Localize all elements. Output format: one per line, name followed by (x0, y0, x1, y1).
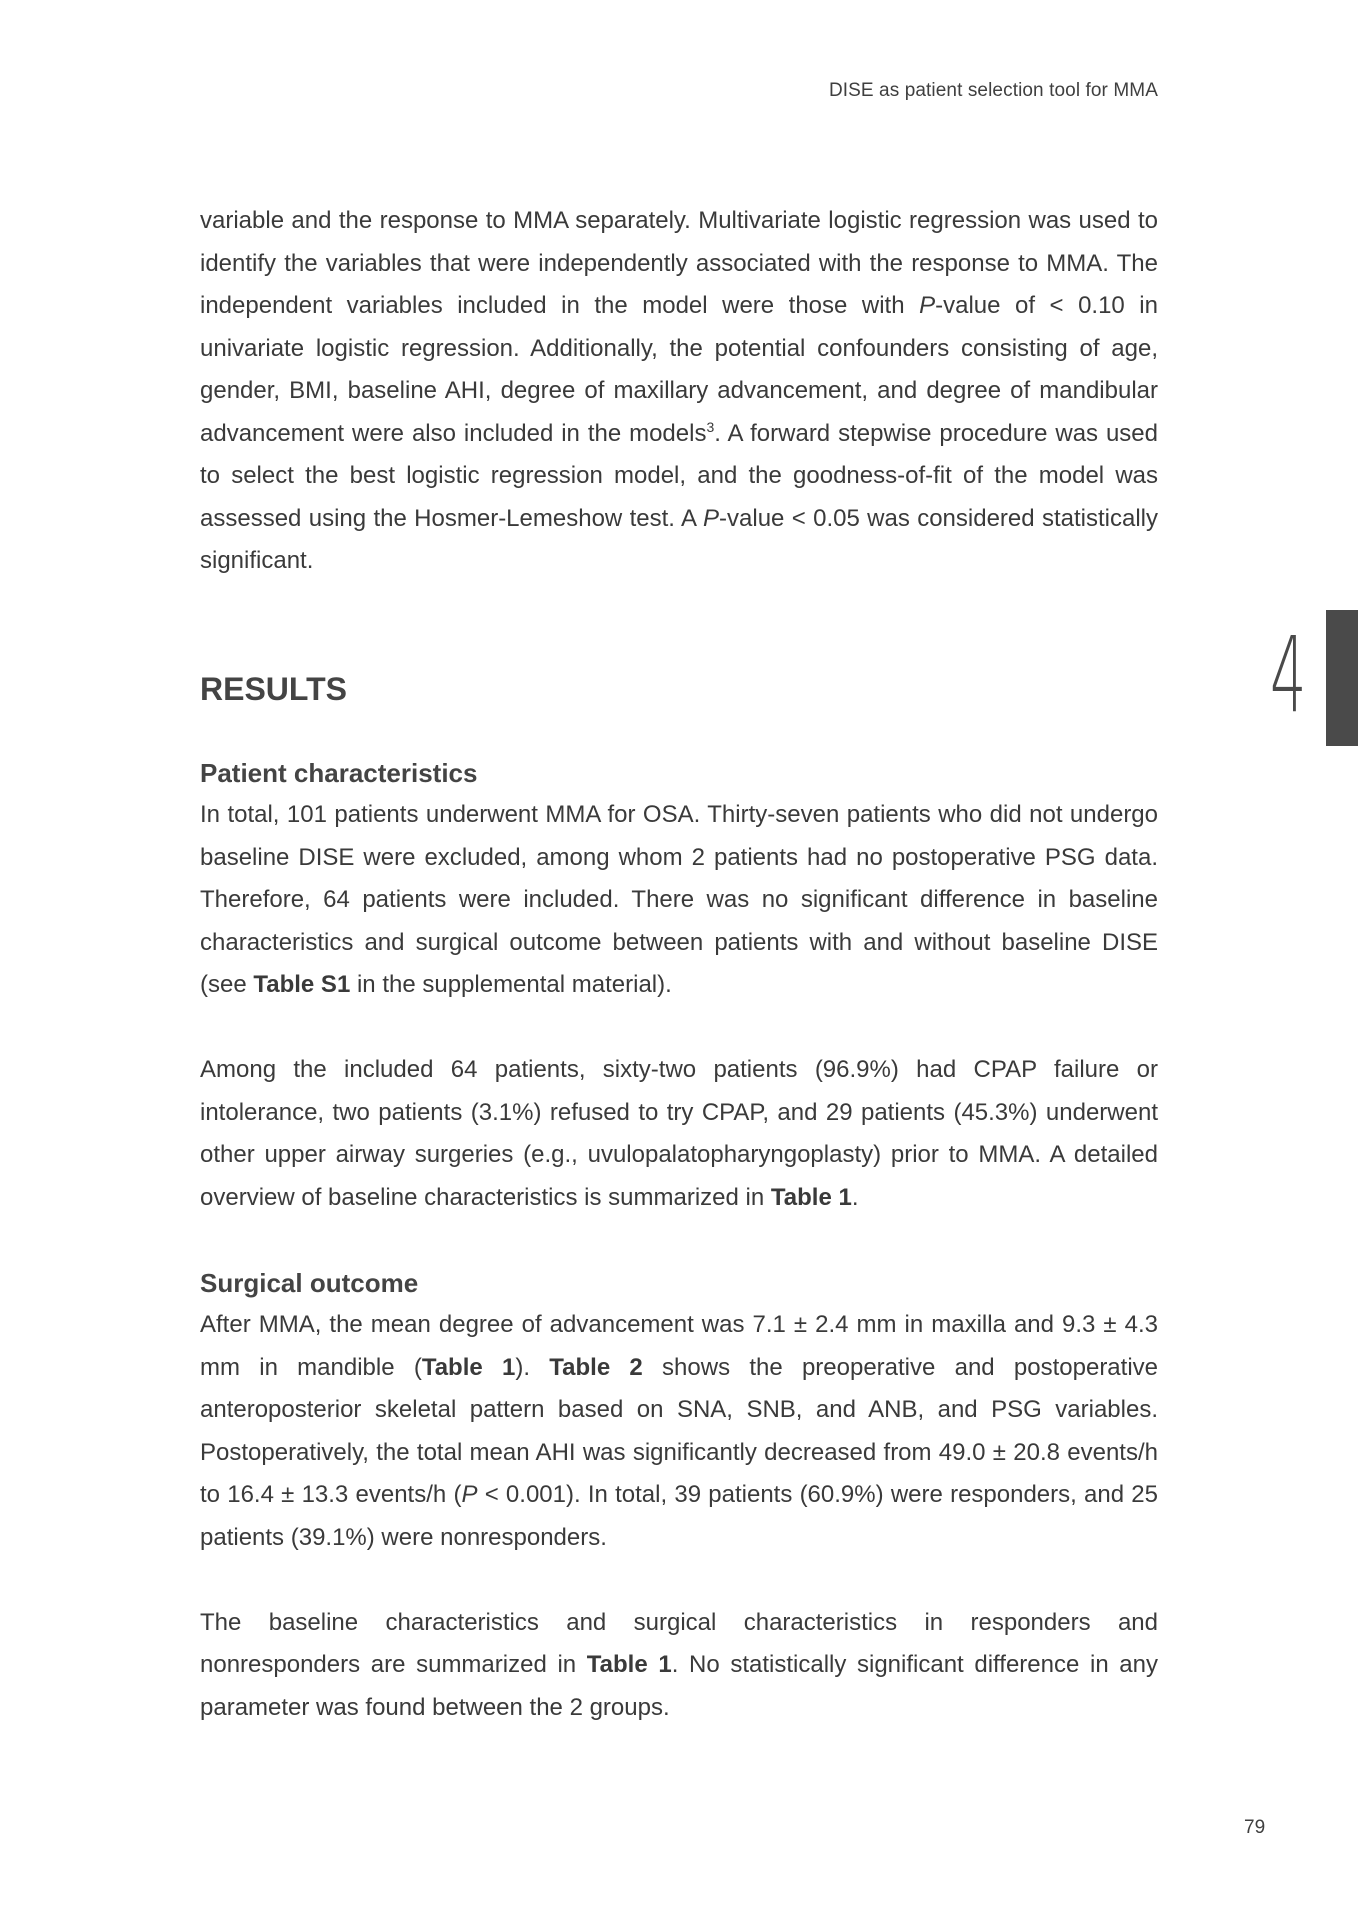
p-symbol: P (919, 292, 936, 319)
methods-paragraph: variable and the response to MMA separately. Multivariate logistic regression was used to identify the variables that were independently associated with the response to MMA. The independent variables included in the model were those with P-value of < 0.10 in univariate logistic regression. Additionally, the potential confounders consisting of age, gender, BMI, baseline AHI, degree of maxillary advancement, and degree of mandibular advancement were also included in the models$^3$. A forward stepwise procedure was used to select the best logistic regression model, and the goodness-of-fit of the model was assessed using the Hosmer-Lemeshow test. A P-value < 0.05 was considered statistically significant. (200, 207, 1158, 574)
chapter-tab (1326, 610, 1358, 746)
patient-characteristics-paragraph-2: Among the included 64 patients, sixty-two patients (96.9%) had CPAP failure or intolerance, two patients (3.1%) refused to try CPAP, and 29 patients (45.3%) underwent other upper airway surgeries (e.g., uvulopalatopharyngoplasty) prior to MMA. A detailed overview of baseline characteristics is summarized in Table 1. (200, 1056, 1158, 1211)
p-symbol: P (461, 1481, 478, 1508)
results-heading: RESULTS (200, 670, 347, 707)
chapter-number: 4 (1270, 614, 1307, 736)
surgical-outcome-paragraph-2: The baseline characteristics and surgical characteristics in responders and nonresponders are summarized in Table 1. No statistically significant difference in any parameter was found between the 2 groups. (200, 1608, 1159, 1721)
reference-superscript: 3 (706, 418, 715, 435)
patient-characteristics-heading: Patient characteristics (200, 757, 478, 788)
page-body (200, 200, 1158, 1729)
page-number: 79 (1244, 1817, 1266, 1838)
running-header: DISE as patient selection tool for MMA (828, 80, 1158, 101)
table-reference: Table 1 (586, 1651, 672, 1678)
surgical-outcome-heading: Surgical outcome (200, 1267, 419, 1298)
table-reference: Table 1 (770, 1183, 852, 1211)
table-reference: Table 1 (421, 1353, 516, 1381)
patient-characteristics-paragraph-1: In total, 101 patients underwent MMA for OSA. Thirty-seven patients who did not undergo baseline DISE were excluded, among whom 2 patients had no postoperative PSG data. Therefore, 64 patients were included. There was no significant difference in baseline characteristics and surgical outcome between patients with and without baseline DISE (see Table S1 in the supplemental material). (200, 801, 1158, 998)
p-symbol: P (703, 504, 720, 532)
table-reference: Table 2 (549, 1353, 643, 1381)
table-reference: Table S1 (253, 971, 351, 998)
surgical-outcome-paragraph-1: After MMA, the mean degree of advancement was 7.1 ± 2.4 mm in maxilla and 9.3 ± 4.3 mm in mandible (Table 1). Table 2 shows the preoperative and postoperative anteroposterior skeletal pattern based on SNA, SNB, and ANB, and PSG variables. Postoperatively, the total mean AHI was significantly decreased from 49.0 ± 20.8 events/h to 16.4 ± 13.3 events/h (P < 0.001). In total, 39 patients (60.9%) were responders, and 25 patients (39.1%) were nonresponders. (200, 1311, 1159, 1551)
